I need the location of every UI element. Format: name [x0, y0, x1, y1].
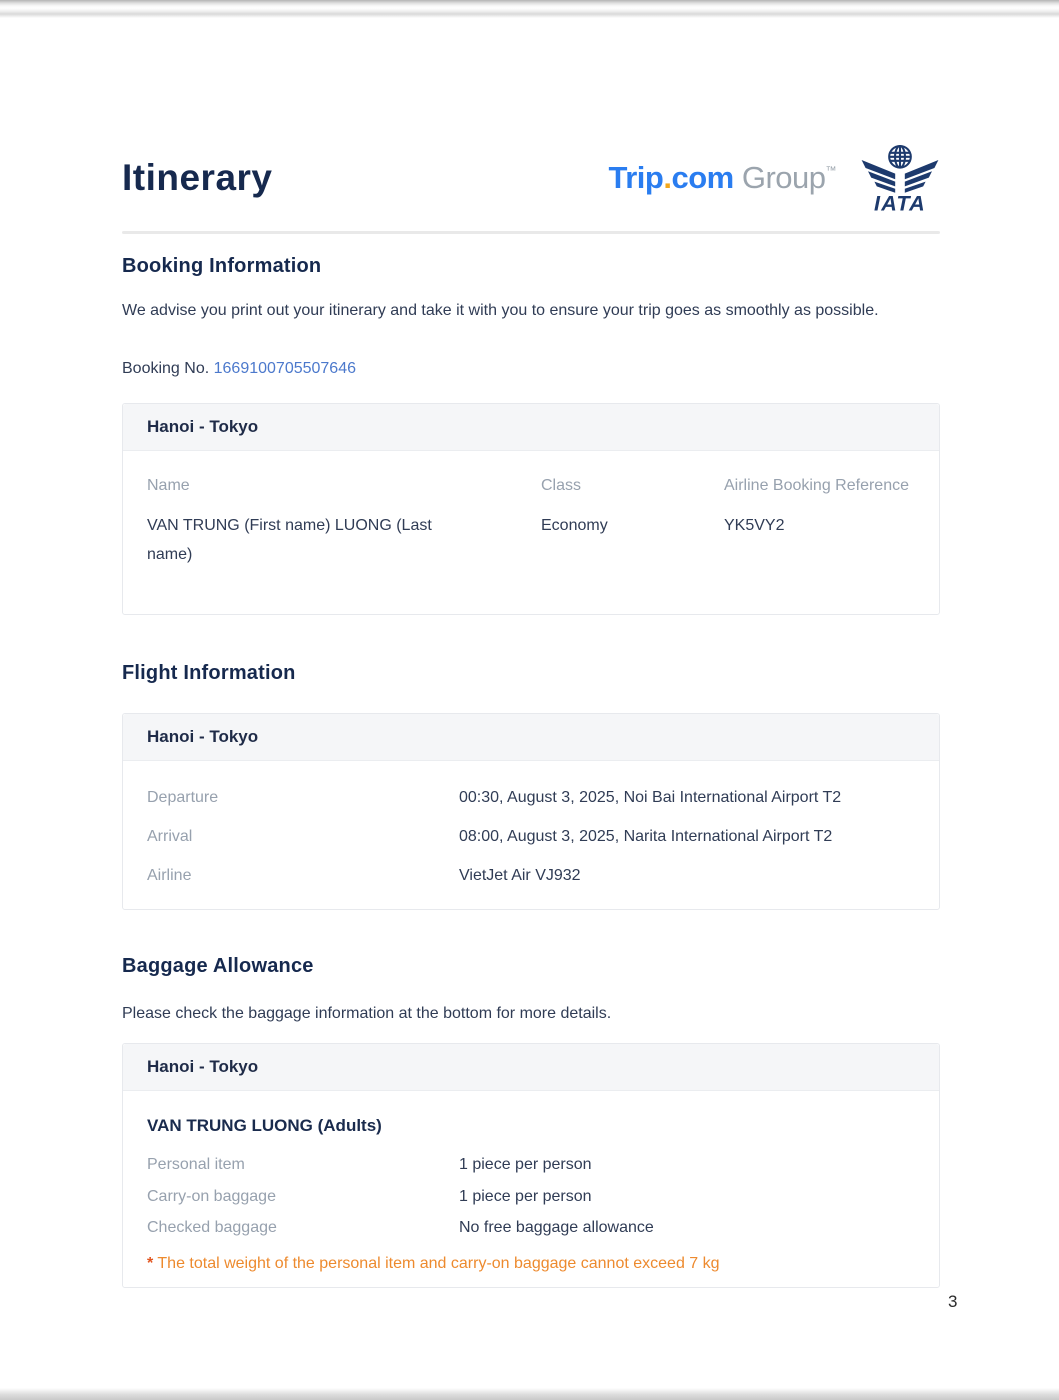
passenger-name-cell: VAN TRUNG (First name) LUONG (Last name)	[147, 517, 432, 563]
iata-logo-icon	[860, 144, 940, 212]
booking-info-card	[122, 403, 940, 615]
flight-row-airline	[147, 865, 915, 887]
checked-baggage-label: Checked baggage	[147, 1219, 277, 1236]
departure-value: 00:30, August 3, 2025, Noi Bai International Airport T2	[459, 789, 842, 806]
personal-item-value: 1 piece per person	[459, 1156, 592, 1173]
scan-edge-bottom	[0, 1388, 1059, 1400]
column-header-reference: Airline Booking Reference	[724, 477, 909, 494]
flight-card-route: Hanoi - Tokyo	[123, 714, 939, 761]
booking-advice-text: We advise you print out your itinerary and take it with you to ensure your trip goes as smoothly as possible.	[122, 302, 879, 319]
tripcom-logo-trip: Trip	[608, 160, 664, 195]
carry-on-value: 1 piece per person	[459, 1187, 592, 1205]
warning-asterisk: *	[147, 1254, 154, 1272]
baggage-allowance-card	[122, 1043, 940, 1288]
baggage-details	[123, 1091, 939, 1276]
flight-row-arrival	[147, 826, 915, 848]
booking-number-label: Booking No.	[122, 360, 210, 377]
iata-logo-text: IATA	[874, 190, 926, 212]
header-logos	[608, 144, 940, 212]
page-number: 3	[948, 1292, 958, 1311]
baggage-row-checked	[147, 1212, 915, 1244]
carry-on-label: Carry-on baggage	[147, 1187, 276, 1205]
page-title: Itinerary	[122, 157, 273, 198]
class-cell: Economy	[541, 517, 608, 534]
airline-booking-reference-cell: YK5VY2	[724, 517, 785, 534]
booking-table	[123, 451, 939, 569]
header-divider	[122, 231, 940, 234]
tripcom-group-logo	[608, 160, 836, 196]
airline-value: VietJet Air VJ932	[459, 867, 581, 884]
baggage-allowance-heading: Baggage Allowance	[122, 955, 314, 977]
tripcom-logo-group: Group	[741, 160, 826, 195]
scan-edge-top	[0, 0, 1059, 18]
baggage-weight-warning	[147, 1252, 915, 1276]
departure-label: Departure	[147, 789, 219, 806]
flight-info-card	[122, 713, 940, 910]
checked-baggage-value: No free baggage allowance	[459, 1219, 654, 1236]
baggage-note-text: Please check the baggage information at the bottom for more details.	[122, 1005, 612, 1022]
airline-label: Airline	[147, 867, 192, 884]
booking-number-line	[122, 354, 940, 383]
baggage-passenger-name: VAN TRUNG LUONG (Adults)	[147, 1116, 382, 1135]
booking-number-link[interactable]: 1669100705507646	[213, 360, 356, 377]
flight-details	[123, 761, 939, 887]
personal-item-label: Personal item	[147, 1156, 245, 1173]
document-header	[122, 142, 940, 214]
arrival-label: Arrival	[147, 828, 193, 845]
warning-text: The total weight of the personal item and carry-on baggage cannot exceed 7 kg	[157, 1254, 720, 1272]
flight-row-departure	[147, 787, 915, 809]
tripcom-logo-dot: .	[663, 160, 672, 195]
column-header-name: Name	[147, 477, 190, 494]
tripcom-logo-trademark: ™	[825, 165, 836, 177]
column-header-class: Class	[541, 477, 582, 494]
booking-card-route: Hanoi - Tokyo	[123, 404, 939, 451]
tripcom-logo-com: com	[671, 160, 734, 195]
baggage-card-route: Hanoi - Tokyo	[123, 1044, 939, 1091]
baggage-row-personal-item	[147, 1149, 915, 1181]
booking-information-heading: Booking Information	[122, 255, 322, 277]
arrival-value: 08:00, August 3, 2025, Narita International Airport T2	[459, 828, 833, 845]
baggage-row-carry-on	[147, 1181, 915, 1213]
flight-information-heading: Flight Information	[122, 662, 296, 684]
